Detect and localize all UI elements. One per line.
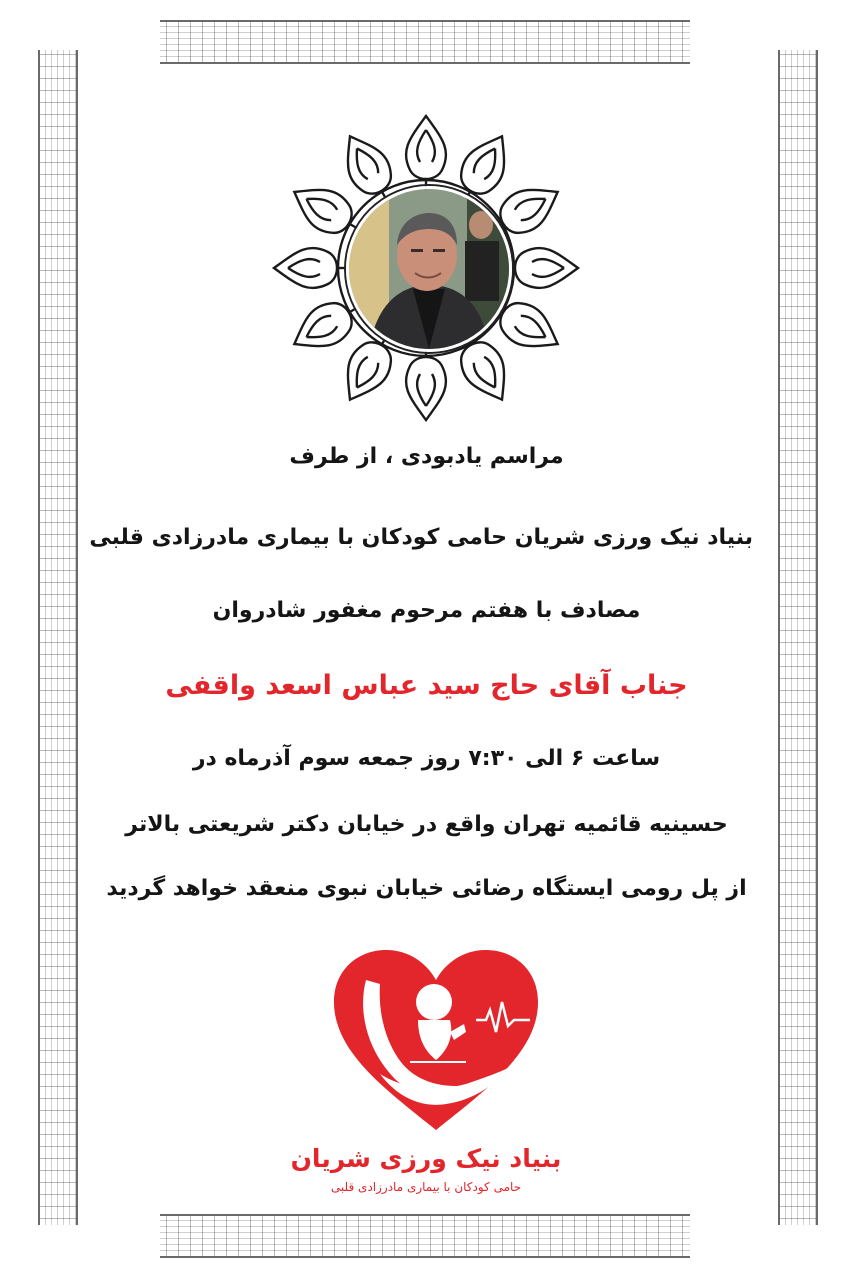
deceased-name: جناب آقای حاج سید عباس اسعد واقفی — [165, 670, 688, 701]
top-ornamental-border — [160, 20, 690, 64]
portrait-photo — [346, 186, 512, 352]
right-ornamental-border — [778, 50, 818, 1225]
left-ornamental-border — [38, 50, 78, 1225]
bottom-ornamental-border — [160, 1214, 690, 1258]
occasion-text: مصادف با هفتم مرحوم مغفور شادروان — [212, 598, 641, 623]
logo-subtitle: حامی کودکان با بیماری مادرزادی قلبی — [330, 1180, 522, 1194]
heart-hand-logo-icon — [326, 940, 546, 1140]
venue-text: حسینیه قائمیه تهران واقع در خیابان دکتر شریعتی بالاتر — [125, 812, 728, 837]
time-text: ساعت ۶ الی ۷:۳۰ روز جمعه سوم آذرماه در — [192, 746, 661, 771]
portrait-image-icon — [349, 189, 509, 349]
logo-title: بنیاد نیک ورزی شریان — [290, 1144, 562, 1173]
ceremony-intro-text: مراسم یادبودی ، از طرف — [289, 444, 564, 469]
organizer-text: بنیاد نیک ورزی شریان حامی کودکان با بیماری مادرزادی قلبی — [89, 525, 753, 550]
venue-direction-text: از پل رومی ایستگاه رضائی خیابان نبوی منعقد خواهد گردید — [106, 876, 747, 901]
